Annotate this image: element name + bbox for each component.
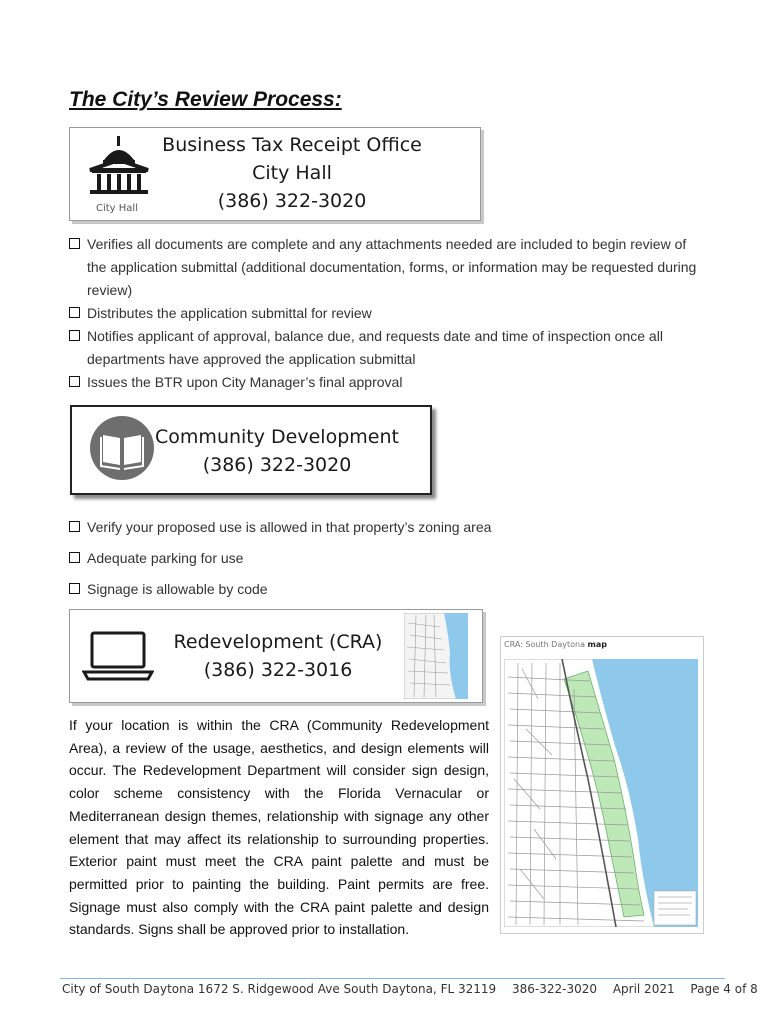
page-heading: The City’s Review Process: [69, 88, 342, 111]
btr-office-phone: (386) 322-3020 [217, 190, 367, 212]
community-development-name: Community Development [155, 426, 399, 448]
cra-map [500, 636, 704, 934]
cra-map-image [504, 659, 698, 927]
footer-date: April 2021 [612, 982, 675, 996]
checkbox[interactable] [69, 583, 80, 594]
checklist-item-text: Distributes the application submittal for review [87, 305, 372, 321]
checklist-item-text: Signage is allowable by code [87, 581, 268, 597]
btr-office-text [142, 131, 442, 215]
btr-office-name: Business Tax Receipt Office [162, 134, 422, 156]
checklist-item-text: Notifies applicant of approval, balance due, and requests date and time of inspection once all departments have approved the application submittal [87, 328, 663, 367]
cra-map-thumbnail [404, 613, 468, 699]
footer-phone: 386-322-3020 [511, 982, 597, 996]
book-icon [89, 415, 155, 481]
checklist-item [69, 516, 709, 539]
btr-checklist [69, 233, 709, 394]
checkbox[interactable] [69, 521, 80, 532]
community-development-text [152, 423, 402, 479]
cd-checklist [69, 516, 709, 601]
btr-office-location: City Hall [252, 162, 332, 184]
redevelopment-text [158, 628, 398, 684]
cra-description: If your location is within the CRA (Community Redevelopment Area), a review of the usage, aesthetics, and design elements will occur. The Redevelopment Department will consider sign design, color scheme consistency with the Florida Vernacular or Mediterranean design themes, relationship with signage any other element that may affect its relationship to surrounding properties. Exterior paint must meet the CRA paint palette and must be permitted prior to painting the building. Paint permits are free. Signage must also comply with the CRA paint palette and design standards. Signs shall be approved prior to installation. [69, 717, 489, 938]
city-hall-icon-label: City Hall [96, 203, 138, 214]
laptop-icon [82, 630, 154, 682]
redevelopment-name: Redevelopment (CRA) [173, 631, 383, 653]
checklist-item [69, 233, 709, 302]
checkbox[interactable] [69, 376, 80, 387]
checkbox[interactable] [69, 238, 80, 249]
footer-address: City of South Daytona 1672 S. Ridgewood Ave South Daytona, FL 32119 [62, 982, 497, 996]
checkbox[interactable] [69, 330, 80, 341]
map-title [504, 640, 607, 649]
checklist-item-text: Issues the BTR upon City Manager’s final approval [87, 374, 403, 390]
checklist-item [69, 325, 709, 371]
checklist-item [69, 547, 709, 570]
community-development-phone: (386) 322-3020 [202, 454, 352, 476]
checkbox[interactable] [69, 552, 80, 563]
community-development-card [70, 405, 432, 495]
footer-page: Page 4 of 8 [690, 982, 758, 996]
btr-office-card [69, 127, 481, 221]
redevelopment-phone: (386) 322-3016 [203, 659, 353, 681]
redevelopment-card [69, 609, 483, 703]
checklist-item-text: Verify your proposed use is allowed in that property’s zoning area [87, 519, 492, 535]
checklist-item [69, 302, 709, 325]
checklist-item-text: Adequate parking for use [87, 550, 244, 566]
page-footer [62, 982, 770, 996]
checklist-item [69, 578, 709, 601]
footer-divider [60, 978, 725, 979]
checklist-item [69, 371, 709, 394]
checkbox[interactable] [69, 307, 80, 318]
map-title-prefix: CRA: South Daytona [504, 640, 585, 649]
checklist-item-text: Verifies all documents are complete and any attachments needed are included to begin review of the application submittal (additional documentation, forms, or information may be requested during review) [87, 236, 697, 298]
map-title-bold: map [587, 640, 607, 649]
